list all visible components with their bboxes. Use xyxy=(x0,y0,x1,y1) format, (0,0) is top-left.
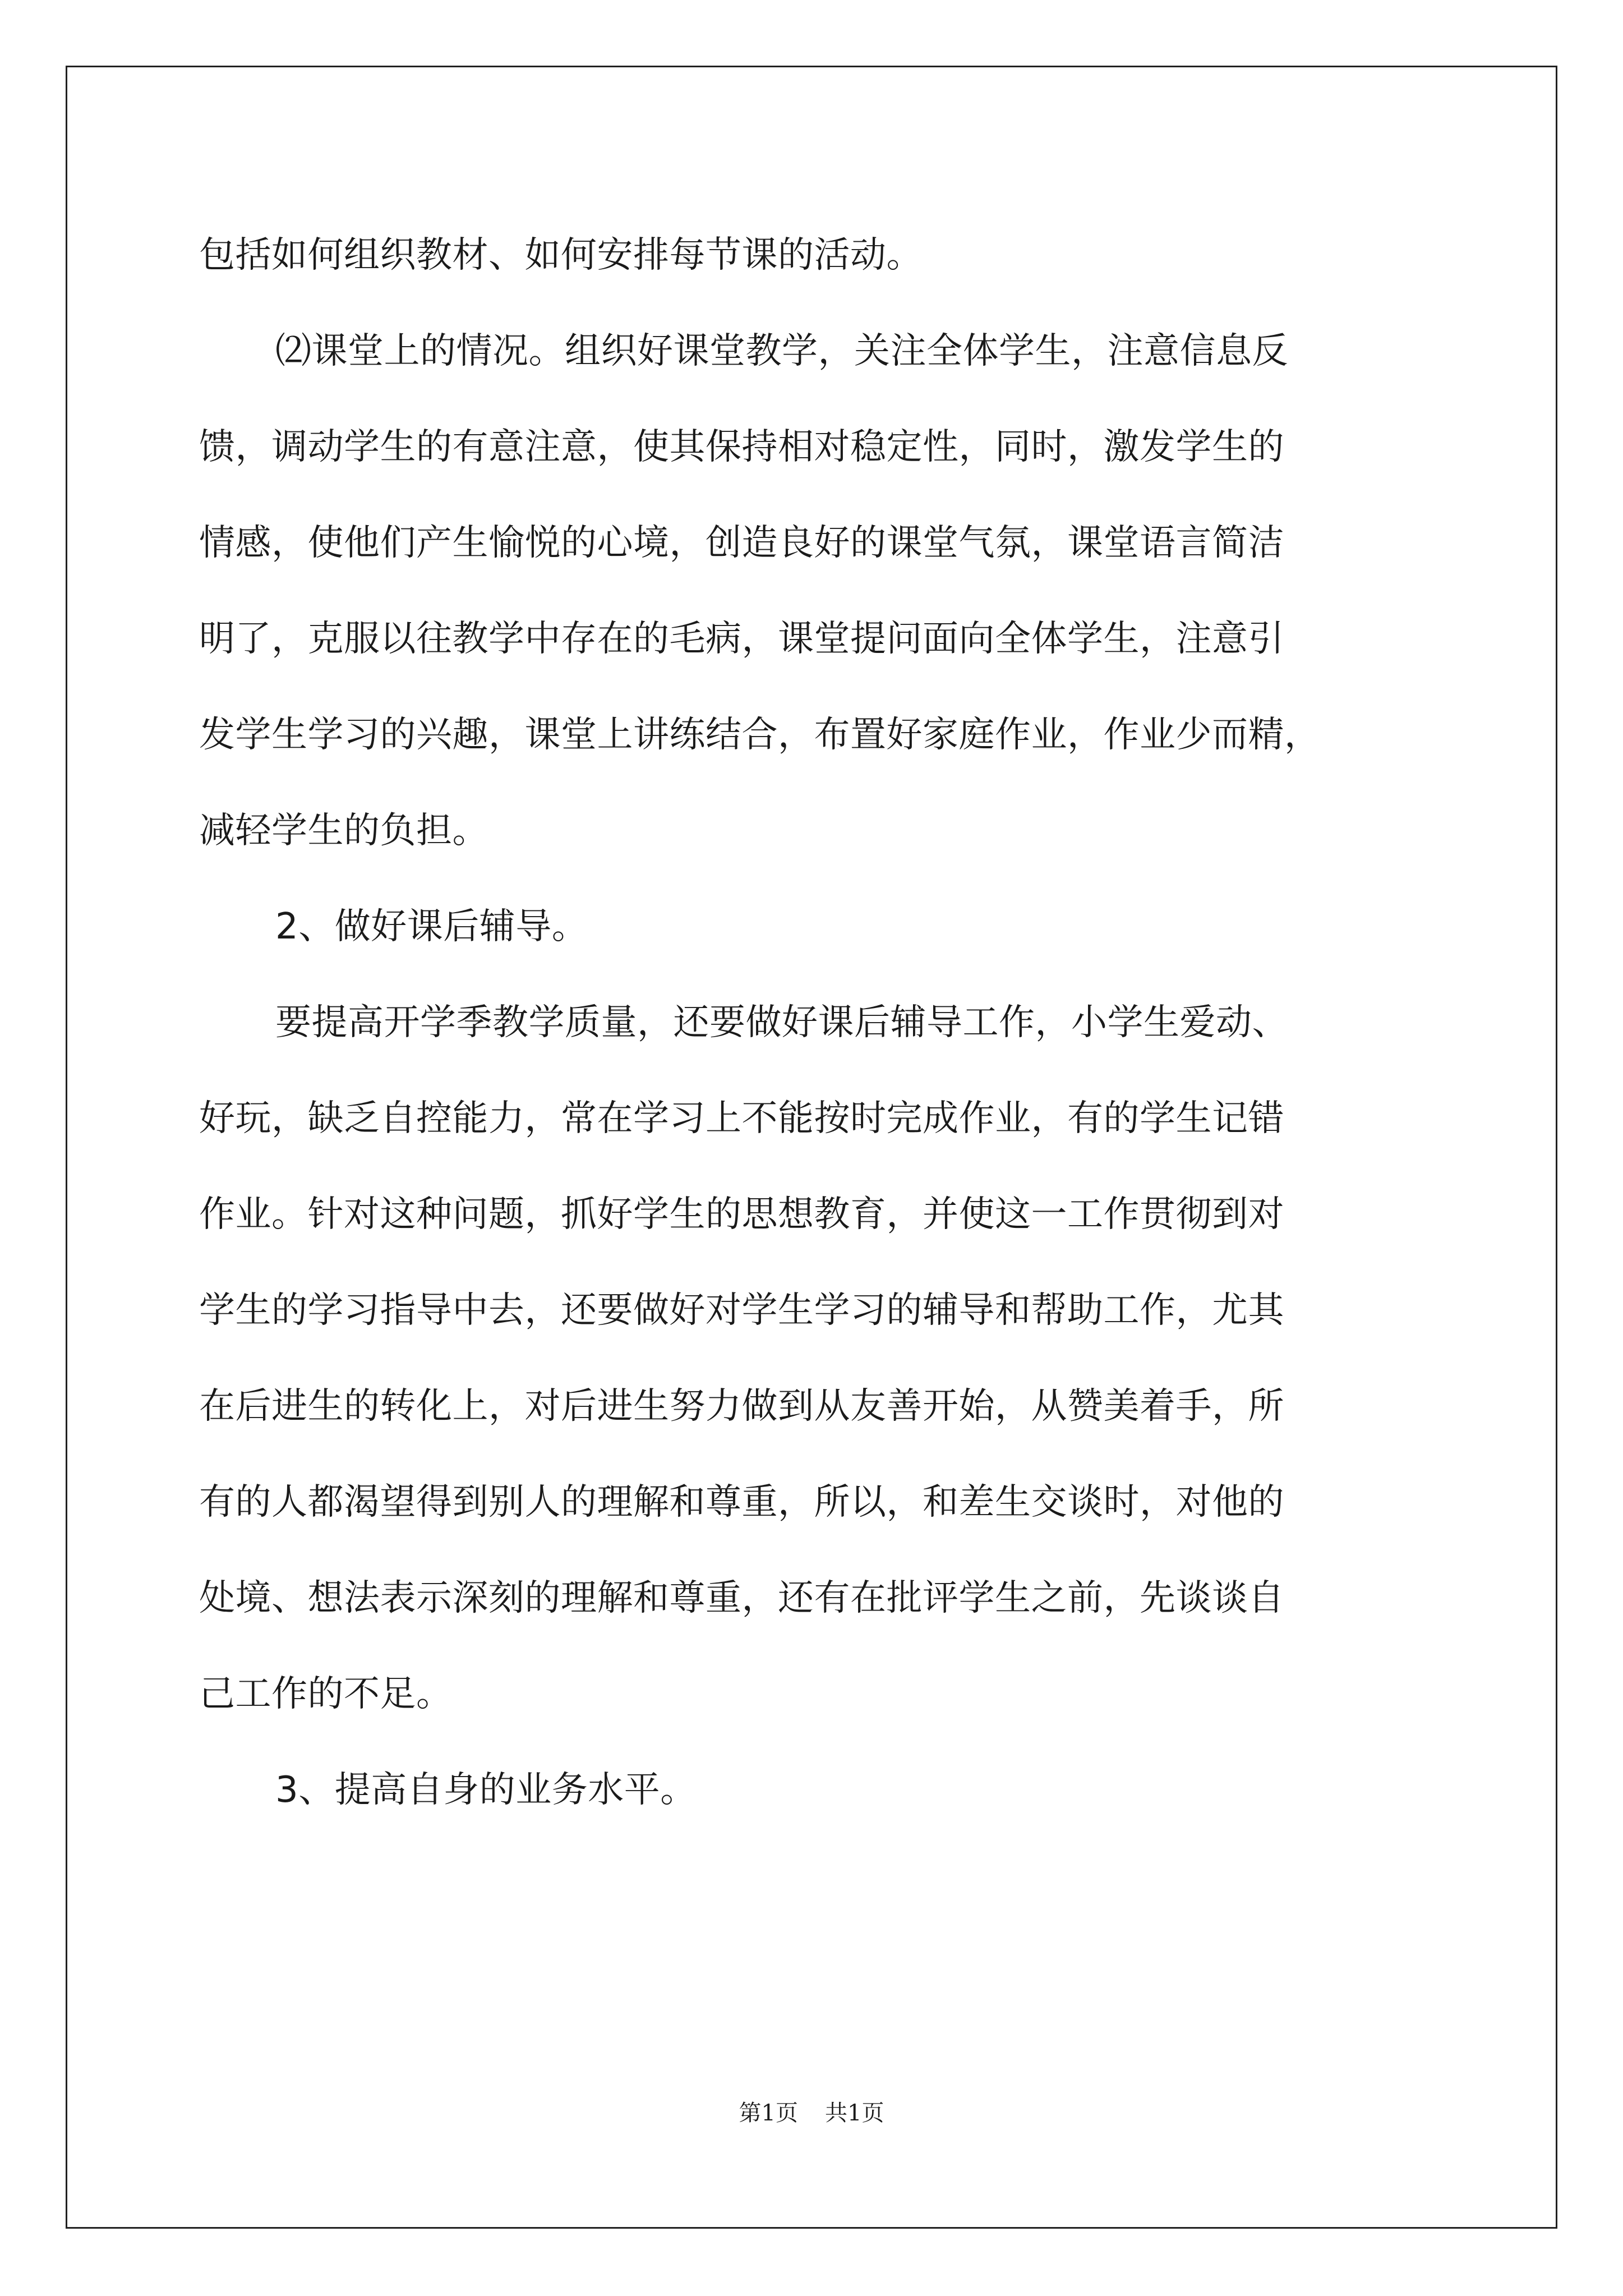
text-line-4: 情感，使他们产生愉悦的心境，创造良好的课堂气氛，课堂语言简洁 xyxy=(199,522,1284,564)
page-total: 共1页 xyxy=(825,2100,884,2126)
text-line-13: 在后进生的转化上，对后进生努力做到从友善开始，从赞美着手，所 xyxy=(199,1386,1284,1427)
text-line-12: 学生的学习指导中去，还要做好对学生学习的辅导和帮助工作，尤其 xyxy=(199,1290,1284,1331)
section-heading-2: 2、做好课后辅导。 xyxy=(275,906,588,947)
text-line-3: 馈，调动学生的有意注意，使其保持相对稳定性，同时，激发学生的 xyxy=(199,426,1284,468)
text-line-10: 好玩，缺乏自控能力，常在学习上不能按时完成作业，有的学生记错 xyxy=(199,1098,1284,1139)
section-heading-3: 3、提高自身的业务水平。 xyxy=(275,1769,697,1811)
page-number: 第1页 xyxy=(739,2100,798,2126)
text-line-1: 包括如何组织教材、如何安排每节课的活动。 xyxy=(199,234,923,276)
text-line-16: 己工作的不足。 xyxy=(199,1673,453,1715)
text-line-11: 作业。针对这种问题，抓好学生的思想教育，并使这一工作贯彻到对 xyxy=(199,1194,1284,1235)
text-line-14: 有的人都渴望得到别人的理解和尊重，所以，和差生交谈时，对他的 xyxy=(199,1481,1284,1523)
document-body xyxy=(199,208,1489,1838)
text-line-6: 发学生学习的兴趣，课堂上讲练结合，布置好家庭作业，作业少而精， xyxy=(199,714,1321,756)
text-line-5: 明了，克服以往教学中存在的毛病，课堂提问面向全体学生，注意引 xyxy=(199,618,1284,660)
page-footer xyxy=(0,2095,1623,2127)
text-line-2: ⑵课堂上的情况。组织好课堂教学，关注全体学生，注意信息反 xyxy=(275,330,1288,372)
text-line-7: 减轻学生的负担。 xyxy=(199,810,488,852)
text-line-9: 要提高开学季教学质量，还要做好课后辅导工作，小学生爱动、 xyxy=(275,1002,1288,1043)
text-line-15: 处境、想法表示深刻的理解和尊重，还有在批评学生之前，先谈谈自 xyxy=(199,1577,1284,1619)
